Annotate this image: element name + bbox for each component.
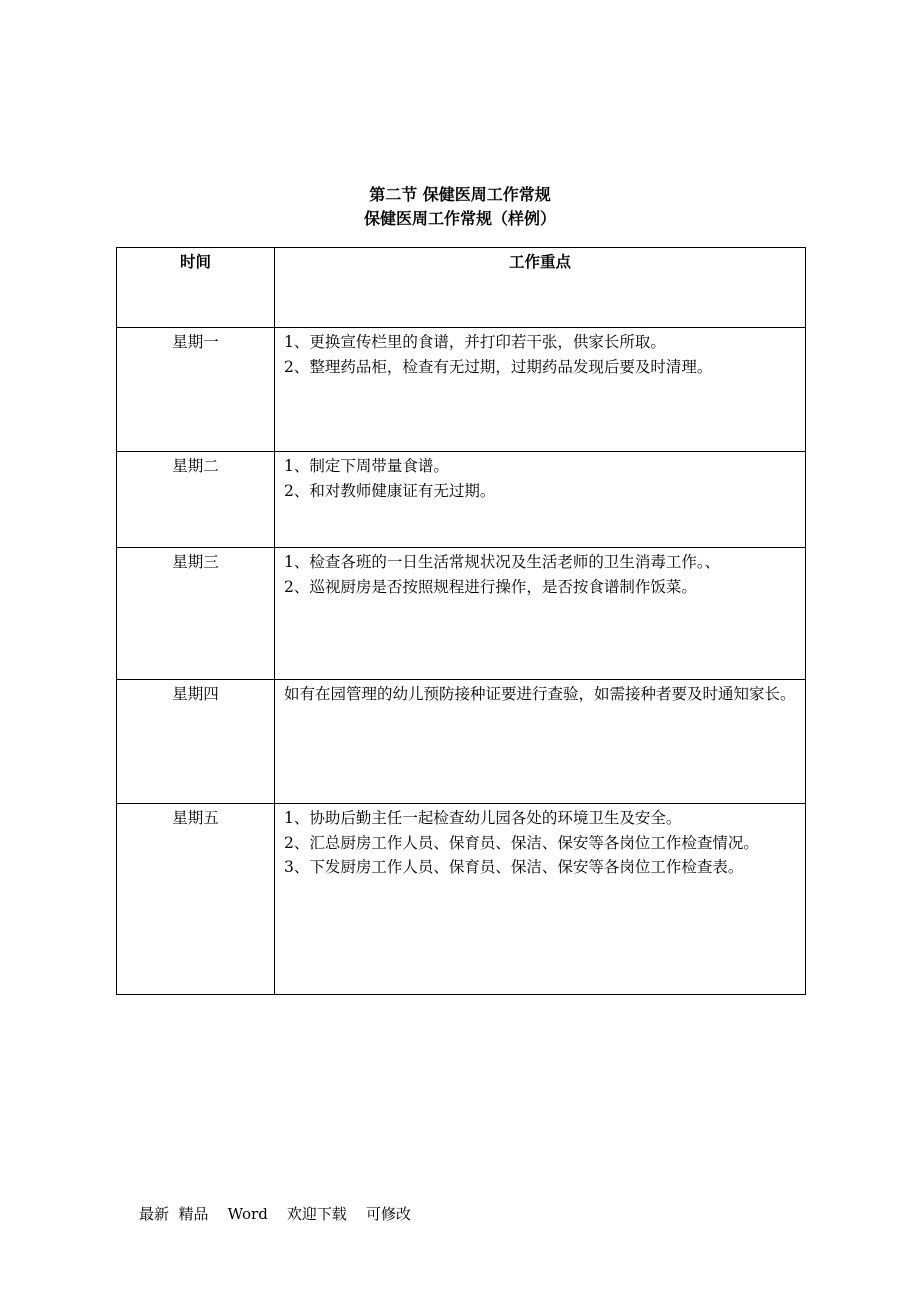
focus-item: 1、更换宣传栏里的食谱，并打印若干张，供家长所取。 xyxy=(284,333,666,351)
focus-item: 3、下发厨房工作人员、保育员、保洁、保安等各岗位工作检查表。 xyxy=(284,858,744,876)
day-cell: 星期四 xyxy=(117,680,275,804)
table-row xyxy=(117,328,806,452)
table-row xyxy=(117,804,806,995)
focus-item: 1、协助后勤主任一起检查幼儿园各处的环境卫生及安全。 xyxy=(284,809,682,827)
day-cell: 星期五 xyxy=(117,804,275,995)
table-row xyxy=(117,680,806,804)
focus-cell xyxy=(275,680,806,804)
header-time: 时间 xyxy=(117,248,275,328)
table-header-row xyxy=(117,248,806,328)
focus-cell xyxy=(275,548,806,680)
focus-cell xyxy=(275,452,806,548)
focus-cell xyxy=(275,804,806,995)
focus-item: 1、制定下周带量食谱。 xyxy=(284,457,449,475)
focus-item: 2、巡视厨房是否按照规程进行操作，是否按食谱制作饭菜。 xyxy=(284,577,697,596)
focus-item: 2、汇总厨房工作人员、保育员、保洁、保安等各岗位工作检查情况。 xyxy=(284,833,759,852)
header-focus: 工作重点 xyxy=(275,248,806,328)
focus-cell xyxy=(275,328,806,452)
document-subtitle: 保健医周工作常规（样例） xyxy=(363,209,556,228)
section-title: 第二节 保健医周工作常规 xyxy=(369,185,551,204)
table-row xyxy=(117,452,806,548)
day-cell: 星期三 xyxy=(117,548,275,680)
focus-item: 2、整理药品柜，检查有无过期，过期药品发现后要及时清理。 xyxy=(284,357,713,376)
table-row xyxy=(117,548,806,680)
page-footer: 最新 精品 Word 欢迎下载 可修改 xyxy=(139,1205,411,1223)
focus-item: 2、和对教师健康证有无过期。 xyxy=(284,481,496,500)
weekly-schedule-table xyxy=(116,247,806,995)
day-cell: 星期二 xyxy=(117,452,275,548)
focus-item: 1、检查各班的一日生活常规状况及生活老师的卫生消毒工作。、 xyxy=(284,553,721,571)
focus-item: 如有在园管理的幼儿预防接种证要进行查验，如需接种者要及时通知家长。 xyxy=(284,685,796,703)
day-cell: 星期一 xyxy=(117,328,275,452)
